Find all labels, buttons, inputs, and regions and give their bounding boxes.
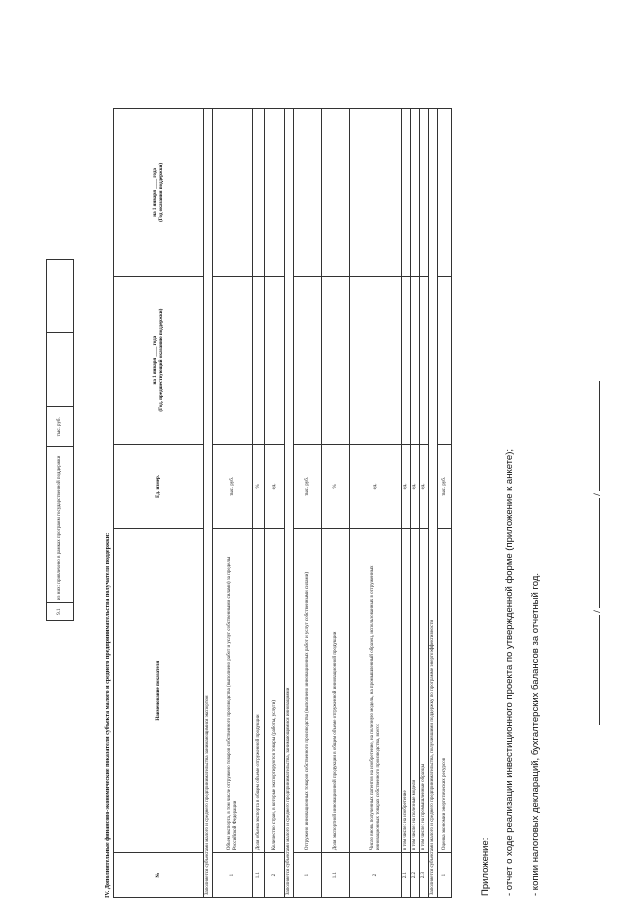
row-name: Объем экспорта, в том числе отгружено товаров собственного производства (выполнено работ и услуг собственными силами) за пределы Российской Федерации <box>213 529 253 853</box>
row-number: 2.2 <box>411 853 420 898</box>
separator: / <box>592 493 602 496</box>
section-header-row <box>285 109 294 898</box>
section-header-row <box>429 109 438 898</box>
appendix-item-2: - копии налоговых деклараций, бухгалтерских балансов за отчетный год. <box>530 573 541 896</box>
row-unit: тыс. руб. <box>294 444 322 529</box>
row-number: 9.1 <box>47 603 74 621</box>
table-row <box>253 109 265 898</box>
value-cell[interactable] <box>265 276 285 444</box>
value-cell[interactable] <box>411 109 420 277</box>
row-name: Доля экспортной инновационной продукции в общем объеме отгруженной инновационной продукции <box>322 529 350 853</box>
row-name: Оценка экономии энергетических ресурсов <box>438 529 452 853</box>
row-name: в том числе: на полезные модели <box>411 529 420 853</box>
top-table-fragment <box>46 259 74 621</box>
row-unit: ед. <box>265 444 285 529</box>
table-row <box>411 109 420 898</box>
header-prev-year: на 1 января ____ года (Год, предшествующий оказанию поддержки) <box>114 276 204 444</box>
row-name: Количество стран, в которые экспортируются товары (работы, услуги) <box>265 529 285 853</box>
value-cell[interactable] <box>265 109 285 277</box>
table-row <box>420 109 429 898</box>
row-unit: ед. <box>350 444 402 529</box>
row-unit: ед. <box>420 444 429 529</box>
date-field[interactable] <box>598 381 600 491</box>
value-cell[interactable] <box>213 276 253 444</box>
value-cell[interactable] <box>213 109 253 277</box>
value-cell[interactable] <box>322 109 350 277</box>
row-number: 1 <box>438 853 452 898</box>
row-name: Число вновь полученных патентов на изобретение, на полезную модель, на промышленный образец, использованных в отгруженных инновационных товарах собственного производства, всего: <box>350 529 402 853</box>
appendix-title: Приложение: <box>480 837 491 896</box>
header-num: № <box>114 853 204 898</box>
section-header: Заполняется субъектами малого и среднего предпринимательства занимающимися экспортом <box>204 109 213 898</box>
row-number: 2.1 <box>402 853 411 898</box>
value-cell-prev <box>47 333 74 406</box>
row-unit: тыс. руб. <box>438 444 452 529</box>
header-support-year: на 1 января ____ года (Год оказания поддержки) <box>114 109 204 277</box>
value-cell[interactable] <box>350 276 402 444</box>
indicators-table <box>113 108 452 898</box>
table-row <box>350 109 402 898</box>
value-cell[interactable] <box>253 276 265 444</box>
value-cell[interactable] <box>438 276 452 444</box>
row-unit: ед. <box>411 444 420 529</box>
signature-field[interactable] <box>598 615 600 725</box>
value-cell[interactable] <box>420 276 429 444</box>
row-unit: тыс. руб. <box>47 406 74 447</box>
value-cell[interactable] <box>294 276 322 444</box>
section-header-row <box>204 109 213 898</box>
row-number: 2 <box>350 853 402 898</box>
section-header: Заполняется субъектами малого и среднего предпринимательства, занимающимися инновациями <box>285 109 294 898</box>
separator: / <box>592 610 602 613</box>
row-number: 1 <box>294 853 322 898</box>
value-cell[interactable] <box>294 109 322 277</box>
table-row <box>213 109 253 898</box>
value-cell[interactable] <box>253 109 265 277</box>
row-unit: тыс. руб. <box>213 444 253 529</box>
value-cell[interactable] <box>402 276 411 444</box>
row-unit: ед. <box>402 444 411 529</box>
name-field[interactable] <box>598 498 600 608</box>
table-row <box>47 260 74 621</box>
section-title: IV. Дополнительные финансово-экономические показатели субъекта малого и среднего предпринимательства получателя поддержки: <box>105 532 111 898</box>
value-cell[interactable] <box>322 276 350 444</box>
row-number: 2 <box>265 853 285 898</box>
row-number: 1 <box>213 853 253 898</box>
section-header: Заполняется субъектами малого и среднего предпринимательства, получившими поддержку по программе энергоэффективности <box>429 109 438 898</box>
row-name: в том числе: на промышленные образцы <box>420 529 429 853</box>
header-unit: Ед. измер. <box>114 444 204 529</box>
row-unit: % <box>322 444 350 529</box>
table-row <box>265 109 285 898</box>
value-cell[interactable] <box>411 276 420 444</box>
appendix-item-1: - отчет о ходе реализации инвестиционного проекта по утвержденной форме (приложение к анкете); <box>504 448 515 896</box>
table-row <box>322 109 350 898</box>
row-number: 1.1 <box>322 853 350 898</box>
signature-line <box>592 285 602 725</box>
value-cell-year <box>47 260 74 334</box>
row-number: 1.1 <box>253 853 265 898</box>
row-name: в том числе: на изобретение <box>402 529 411 853</box>
value-cell[interactable] <box>420 109 429 277</box>
row-name: из них: привлечено в рамках программ государственной поддержки <box>47 447 74 603</box>
table-row <box>438 109 452 898</box>
table-header-row <box>114 109 204 898</box>
value-cell[interactable] <box>350 109 402 277</box>
row-unit: % <box>253 444 265 529</box>
row-name: Отгружено инновационных товаров собственного производства (выполнено инновационных работ и услуг собственными силами) <box>294 529 322 853</box>
table-row <box>402 109 411 898</box>
value-cell[interactable] <box>402 109 411 277</box>
header-name: Наименование показателя <box>114 529 204 853</box>
row-number: 2.3 <box>420 853 429 898</box>
value-cell[interactable] <box>438 109 452 277</box>
table-row <box>294 109 322 898</box>
row-name: Доля объема экспорта в общем объеме отгруженной продукции <box>253 529 265 853</box>
